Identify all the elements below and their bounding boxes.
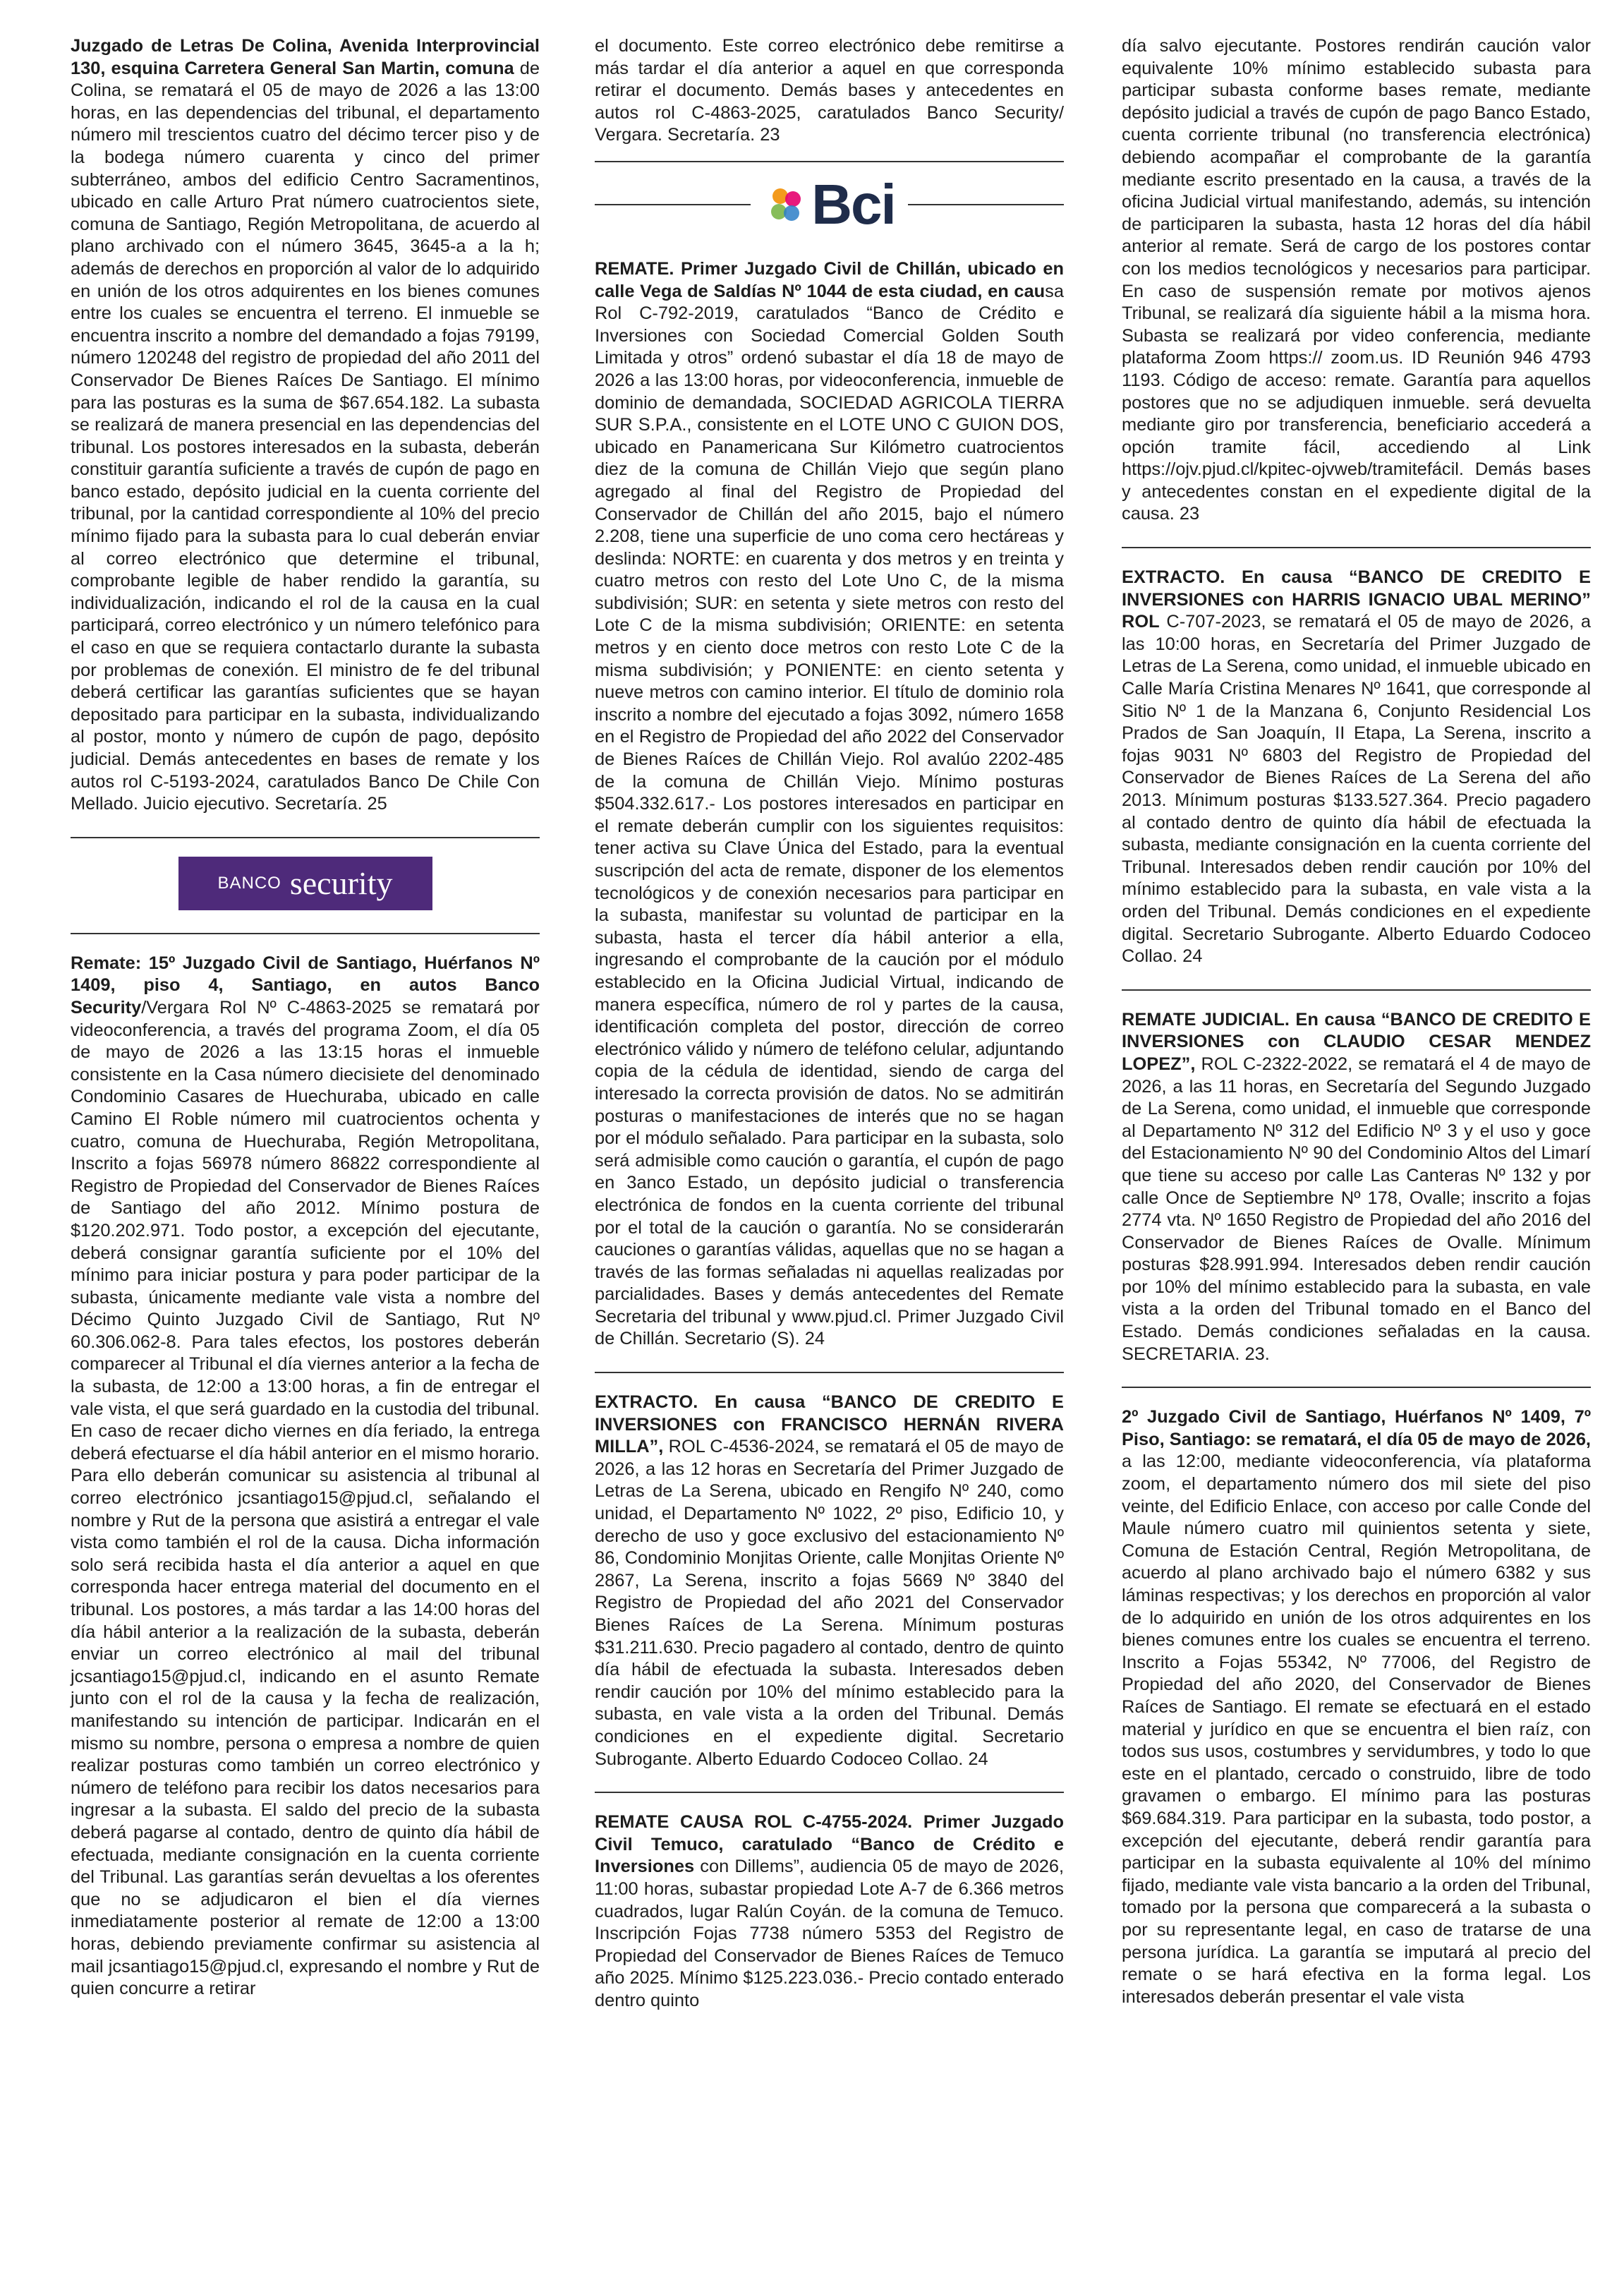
notice-body: sa Rol C-792-2019, caratulados “Banco de Crédito e Inversiones con Sociedad Comercial Golden South Limitada y otros” ordenó subastar el día 18 de mayo de 2026 a las 13:00 horas, por videoconferencia, inmueble de dominio de demandada, SOCIEDAD AGRICOLA TIERRA SUR S.P.A., consistente en el LOTE UNO C GUION DOS, ubicado en Panamericana Sur Kilómetro cuatrocientos diez de la comuna de Chillán Viejo que según plano agregado al final del Registro de Propiedad del Conservador de Chillán del año 2015, bajo el número 2.208, tiene una superficie de uno coma cero hectáreas y deslinda: NORTE: en cuarenta y dos metros y en treinta y cuatro metros con resto del Lote Uno C, de la misma subdivisión; SUR: en setenta y siete metros con resto del Lote C de la misma subdivisión; ORIENTE: en setenta metros y en ciento doce metros con resto Lote C de la misma subdivisión; y PONIENTE: en ciento setenta y nueve metros con camino interior. El título de dominio rola inscrito a nombre del ejecutado a fojas 3092, número 1658 en el Registro de Propiedad del año 2022 del Conservador de Bienes Raíces de Chillán Viejo. Rol avalúo 2202-485 de la comuna de Chillán Viejo. Mínimo posturas $504.332.617.- Los postores interesados en participar en el remate deberán cumplir con los siguientes requisitos: tener activa su Clave Única del Estado, para la eventual suscripción del acta de remate, disponer de los elementos tecnológicos y de conexión necesarios para participar en la subasta, manifestar su voluntad de participar en la subasta, hasta el tercer día hábil anterior a ella, ingresando el comprobante de la caución por el módulo establecido en la Oficina Judicial Virtual, indicando de manera específica, número de rol y partes de la causa, identificación completa del postor, dirección de correo electrónico válido y número de teléfono celular, adjuntando copia de la cédula de identidad, siendo de carga del interesado la correcta provisión de datos. No se admitirán posturas o manifestaciones de interés que no se hagan por el módulo señalado. Para participar en la subasta, solo será admisible como caución o garantía, el cupón de pago en 3anco Estado, un depósito judicial o transferencia electrónica de fondos en la cuenta corriente del tribunal por el total de la caución o garantía. No se considerarán cauciones o garantías válidas, aquellas que no se hagan a través de las formas señaladas ni aquellas realizadas por parcialidades. Bases y demás antecedentes del Remate Secretaria del tribunal y www.pjud.cl. Primer Juzgado Civil de Chillán. Secretario (S). 24 [595,281,1064,1349]
column-2 [595,35,1064,2034]
divider [1122,547,1591,548]
logo-security-text: security [289,864,393,901]
divider [595,1372,1064,1373]
divider [1122,1387,1591,1388]
notice-body: /Vergara Rol Nº C-4863-2025 se rematará por videoconferencia, a través del programa Zoom, el día 05 de mayo de 2026 a las 13:15 horas el inmueble consistente en la Casa número diecisiete del denominado Condominio Casares de Huechuraba, ubicado en calle Camino El Roble número mil cuatrocientos ochenta y cuatro, comuna de Huechuraba, Región Metropolitana, Inscrito a fojas 56978 número 86822 correspondiente al Registro de Propiedad del Conservador de Bienes Raíces de Santiago del año 2012. Mínimo postura de $120.202.971. Todo postor, a excepción del ejecutante, deberá consignar garantía suficiente por el 10% del mínimo para iniciar postura y para poder participar de la subasta, únicamente mediante vale vista a nombre del Décimo Quinto Juzgado Civil de Santiago, Rut Nº 60.306.062-8. Para tales efectos, los postores deberán comparecer al Tribunal el día viernes anterior a la fecha de la subasta, de 12:00 a 13:00 horas, a fin de entregar el vale vista, el que será guardado en la custodia del tribunal. En caso de recaer dicho viernes en día feriado, la entrega deberá efectuarse el día hábil anterior en el mismo horario. Para ello deberán comunicar su asistencia al tribunal al correo electrónico jcsantiago15@pjud.cl, señalando el nombre y Rut de la persona que asistirá a entregar el vale vista como también el rol de la causa. Dicha información solo será recibida hasta el día anterior a aquel en que corresponda hacer entrega material del documento en el tribunal. Los postores, a más tardar a las 14:00 horas del día hábil anterior a la realización de la subasta, deberán enviar un correo electrónico al mail del tribunal jcsantiago15@pjud.cl, indicando en el asunto Remate junto con el rol de la causa y la fecha de realización, manifestando su intención de participar. Indicarán en el mismo su nombre, persona o empresa a nombre de quien realizar posturas como también un correo electrónico y número de teléfono para recibir los datos necesarios para ingresar a la subasta. El saldo del precio de la subasta deberá pagarse al contado, dentro de quinto día hábil de efectuada, mediante consignación en la cuenta corriente del Tribunal. Las garantías serán devueltas a los oferentes que no se adjudicaron el bien el día viernes inmediatamente posterior al remate de 12:00 a 13:00 horas, debiendo previamente confirmar su asistencia al mail jcsantiago15@pjud.cl, expresando el nombre y Rut de quien concurre a retirar [71,997,540,1999]
notice-text [1122,1009,1591,1366]
logo-bci [595,172,1064,236]
notice-heading: 2º Juzgado Civil de Santiago, Huérfanos Nº 1409, 7º Piso, Santiago: se rematará, el día 05 de mayo de 2026, [1122,1407,1591,1449]
column-1 [71,35,540,2022]
notice-text [1122,1406,1591,2008]
notice-colina [71,35,540,816]
notice-rivera-milla [595,1392,1064,1770]
notice-body: de Colina, se rematará el 05 de mayo de 2026 a las 13:00 horas, en las dependencias del tribunal, el departamento número mil trescientos cuatro del décimo tercer piso y de la bodega número cuarenta y cinco del primer subterráneo, ambos del edificio Centro Sacramentinos, ubicado en calle Arturo Prat número cuatrocientos siete, comuna de Santiago, Región Metropolitana, de acuerdo al plano archivado con el número 3645, 3645-a a la h; además de derechos en proporción al valor de lo adquirido en unión de los otros adquirentes en los bienes comunes entre los cuales se encuentra el terreno. El inmueble se encuentra inscrito a nombre del demandado a fojas 79199, número 120248 del registro de propiedad del año 2011 del Conservador De Bienes Raíces De Santiago. El mínimo para las posturas es la suma de $67.654.182. La subasta se realizará de manera presencial en las dependencias del tribunal. Los postores interesados en la subasta, deberán constituir garantía suficiente a través de cupón de pago en banco estado, depósito judicial en la cuenta corriente del tribunal, por la cantidad correspondiente al 10% del precio mínimo fijado para la subasta para lo cual deberán enviar al correo electrónico que determine el tribunal, comprobante legible de haber rendido la garantía, su individualización, indicando el rol de la causa en la cual participará, correo electrónico y un número telefónico para el caso en que se requiera contactarlo durante la subasta por problemas de conexión. El ministro de fe del tribunal deberá certificar las garantías suficientes que se hayan depositado para participar en la subasta, individualizando al postor, monto y número de cupón de pago, depósito judicial. Demás antecedentes en bases de remate y los autos rol C-5193-2024, caratulados Banco De Chile Con Mellado. Juicio ejecutivo. Secretaría. 25 [71,58,540,814]
notice-ubal-merino [1122,567,1591,968]
notice-text [595,1392,1064,1770]
notice-text [1122,567,1591,968]
notice-heading: REMATE CAUSA ROL C-4755-2024. Primer Juzgado Civil Temuco, caratulado “Banco de Crédito e Inversiones [595,1812,1064,1877]
notice-body: con Dillems”, audiencia 05 de mayo de 2026, 11:00 horas, subastar propiedad Lote A-7 de 6.366 metros cuadrados, lugar Ralún Coyán. de la comuna de Temuco. Inscripción Fojas 7738 número 5353 del Registro de Propiedad del Conservador de Bienes Raíces de Temuco año 2025. Mínimo $125.223.036.- Precio contado enterado dentro quinto [595,1857,1064,2010]
notice-heading: Juzgado de Letras De Colina, Avenida Interprovincial 130, esquina Carretera General San Martin, comuna [71,36,540,78]
notice-heading: EXTRACTO. En causa “BANCO DE CREDITO E INVERSIONES con FRANCISCO HERNÁN RIVERA MILLA”, [595,1392,1064,1457]
notice-mendez-lopez [1122,1009,1591,1366]
divider [908,204,1064,205]
notice-heading: EXTRACTO. En causa “BANCO DE CREDITO E INVERSIONES con HARRIS IGNACIO UBAL MERINO” ROL [1122,567,1591,632]
notice-heading: Remate: 15º Juzgado Civil de Santiago, Huérfanos Nº 1409, piso 4, Santiago, en autos Banco Security [71,953,540,1018]
bci-flower-icon [763,182,808,227]
notice-text [595,258,1064,1351]
notice-text [71,953,540,2001]
logo-banco-text: BANCO [217,873,281,893]
divider [595,161,1064,162]
bci-logo [763,172,895,236]
logo-banco-security [71,857,540,910]
notice-heading: REMATE. Primer Juzgado Civil de Chillán, ubicado en calle Vega de Saldías Nº 1044 de esta ciudad, en cau [595,258,1064,301]
notice-temuco [595,1811,1064,2012]
security-logo-box [178,857,432,910]
notice-temuco-cont [1122,35,1591,526]
notice-text [595,1811,1064,2012]
notice-15-juzgado [71,953,540,2001]
notice-body: ROL C-2322-2022, se rematará el 4 de mayo de 2026, a las 11 horas, en Secretaría del Segundo Juzgado de La Serena, como unidad, el inmueble que corresponde al Departamento Nº 312 del Edificio Nº 3 y el uso y goce del Estacionamiento Nº 90 del Condominio Altos del Limarí que tiene su acceso por calle Las Canteras Nº 132 y por calle Once de Septiembre Nº 178, Ovalle; inscrito a fojas 2774 vta. Nº 1650 Registro de Propiedad del año 2016 del Conservador de Bienes Raíces de Ovalle. Mínimum posturas $28.991.994. Interesados deben rendir caución por 10% del mínimo establecido para la subasta, en vale vista a la orden del Tribunal tomado en el Banco del Estado. Demás condiciones señaladas en la causa. SECRETARIA. 23. [1122,1054,1591,1364]
divider [71,933,540,934]
notice-body: a las 12:00, mediante videoconferencia, vía plataforma zoom, el departamento número dos mil siete del piso veinte, del Edificio Enlace, con acceso por calle Conde del Maule número cuatro mil quinientos setenta y siete, Comuna de Estación Central, Región Metropolitana, de acuerdo al plano archivado bajo el número 6382 y sus láminas respectivas; y los derechos en proporción al valor de lo adquirido en unión de los otros adquirentes en los bienes comunes entre los cuales se encuentra el terreno. Inscrito a Fojas 55342, Nº 77006, del Registro de Propiedad del año 2020, del Conservador de Bienes Raíces de Santiago. El remate se efectuará en el estado material y jurídico en que se encuentra el bien raíz, con todos sus usos, costumbres y servidumbres, y todo lo que este en el plantado, cercado o construido, libre de todo gravamen o embargo. El mínimo para las posturas $69.684.319. Para participar en la subasta, todo postor, a excepción del ejecutante, deberá rendir garantía para participar en la subasta equivalente al 10% del mínimo fijado, mediante vale vista bancario a la orden del Tribunal, tomado por la persona que comparecerá a la subasta o por su representante legal, en caso de tratarse de una persona jurídica. La garantía se imputará al precio del remate o se hará efectiva en la forma legal. Los interesados deberán presentar el vale vista [1122,1452,1591,2007]
notice-body: día salvo ejecutante. Postores rendirán caución valor equivalente 10% mínimo establecido subasta para participar subasta conforme bases remate, mediante depósito judicial a través de cupón de pago Banco Estado, cuenta corriente tribunal (no transferencia electrónica) debiendo acompañar el comprobante de la garantía mediante escrito presentado en la causa, a través de la oficina Judicial virtual manifestando, además, su intención de participaren la subasta, hasta 12 horas del día hábil anterior al remate. Será de cargo de los postores contar con los medios tecnológicos y necesarios para participar. En caso de suspensión remate por motivos ajenos Tribunal, se realizará día siguiente hábil a la misma hora. Subasta se realizará por video conferencia, mediante plataforma Zoom https:// zoom.us. ID Reunión 946 4793 1193. Código de acceso: remate. Garantía para aquellos postores que no se adjudiquen inmueble. será devuelta mediante giro por transferencia, beneficiario accederá a opción tramite fácil, accediendo al Link https://ojv.pjud.cl/kpitec-ojvweb/tramitefácil. Demás bases y antecedentes constan en el expediente digital de la causa. 23 [1122,36,1591,524]
divider [595,1792,1064,1793]
column-3 [1122,35,1591,2029]
notice-chillan [595,258,1064,1351]
notice-heading: REMATE JUDICIAL. En causa “BANCO DE CREDITO E INVERSIONES con CLAUDIO CESAR MENDEZ LOPEZ”, [1122,1009,1591,1074]
notice-15-juzgado-cont [595,35,1064,147]
divider [1122,989,1591,991]
notice-2-juzgado [1122,1406,1591,2008]
notice-body: el documento. Este correo electrónico debe remitirse a más tardar el día anterior a aquel en que corresponda retirar el documento. Demás bases y antecedentes en autos rol C-4863-2025, caratulados Banco Security/ Vergara. Secretaría. 23 [595,36,1064,145]
divider [595,204,751,205]
notice-body: C-707-2023, se rematará el 05 de mayo de 2026, a las 10:00 horas, en Secretaría del Primer Juzgado de Letras de La Serena, como unidad, el inmueble ubicado en Calle María Cristina Menares Nº 1641, que corresponde al Sitio Nº 1 de la Manzana 6, Conjunto Residencial Los Prados de San Joaquín, II Etapa, La Serena, inscrito a fojas 9031 Nº 6803 del Registro de Propiedad del Conservador de Bienes Raíces de La Serena del año 2013. Mínimum posturas $133.527.364. Precio pagadero al contado dentro de quinto día hábil de efectuada la subasta, mediante consignación en la cuenta corriente del Tribunal. Interesados deben rendir caución por 10% del mínimo establecido para la subasta, en vale vista a la orden del Tribunal. Demás condiciones en el expediente digital. Secretario Subrogante. Alberto Eduardo Codoceo Collao. 24 [1122,612,1591,967]
notice-text [71,35,540,816]
bci-wordmark: Bci [811,172,895,236]
divider [71,837,540,838]
notice-body: ROL C-4536-2024, se rematará el 05 de mayo de 2026, a las 12 horas en Secretaría del Primer Juzgado de Letras de La Serena, ubicado en Rengifo Nº 240, como unidad, el Departamento Nº 1022, 2º piso, Edificio 10, y derecho de uso y goce exclusivo del estacionamiento Nº 86, Condominio Monjitas Oriente, calle Monjitas Oriente Nº 2867, La Serena, inscrito a fojas 5669 Nº 3840 del Registro de Propiedad del año 2021 del Conservador Bienes Raíces de La Serena. Mínimum posturas $31.211.630. Precio pagadero al contado, dentro de quinto día hábil de efectuada la subasta. Interesados deben rendir caución por 10% del mínimo establecido para la subasta, en vale vista a la orden del Tribunal. Demás condiciones en el expediente digital. Secretario Subrogante. Alberto Eduardo Codoceo Collao. 24 [595,1437,1064,1769]
